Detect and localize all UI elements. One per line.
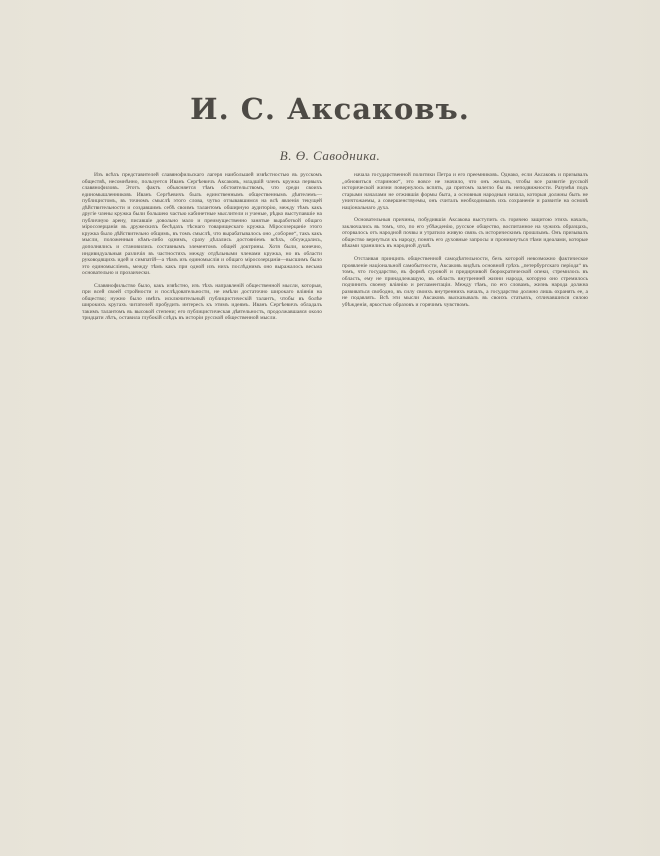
paragraph: Изъ всѣхъ представителей славянофильскаго лагеря наибольшей извѣстностью въ русскомъ обществѣ, несомнѣнно, пользуется Иванъ Сергѣевичъ Аксаковъ, младшій членъ кружка первыхъ славянофиловъ. Этотъ фактъ объясняется тѣмъ обстоятельствомъ, что среди своихъ единомышленниковъ Иванъ Сергѣевичъ былъ единственнымъ общественнымъ дѣятелемъ—публицистомъ, въ точномъ смыслѣ этого слова, чутко отзывавшимся на всѣ явленія текущей дѣйствительности и создавшимъ себѣ своимъ талантомъ обширную аудиторію, между тѣмъ какъ другіе члены кружка были большею частью кабинетные мыслители и ученые, рѣдко выступавшіе на публичную арену, писавшіе довольно мало и преимущественно занятые выработкой общаго міросозерцанія въ дружескихъ бесѣдахъ тѣснаго товарищескаго кружка. Міросозерцаніе этого кружка было дѣйствительно общимъ, въ томъ смыслѣ, что вырабатывалось оно „соборне“, такъ какъ мысли, положенныя кѣмъ-либо однимъ, сразу дѣлались достояніемъ всѣхъ, обсуждались, дополнялись и становились составнымъ элементомъ общей доктрины. Хотя были, конечно, индивидуальныя различія въ частностяхъ между отдѣльными членами кружка, но въ области руководящихъ идей и симпатій—а тѣмъ изъ единомыслія и общаго міросозерцанія—высшимъ было это единомысліемъ, между тѣмъ какъ при одной изъ нихъ послѣднимъ оно выражалось весьма основательно и прозаически. [82,172,322,277]
article-header [0,92,660,164]
paragraph: начала государственной политики Петра и его преемниковъ. Однако, если Аксаковъ и призывалъ „обновиться стариною“, это вовсе не значило, что онъ желалъ, чтобы все развитіе русской исторической жизни повернулось вспять, да притомъ залегло бы въ неподвижности. Разумѣя подъ старыми началами не отжившія формы быта, а основныя народныя начала, которыя должны быть не уничтожаемы, а совершенствуемы, онъ считалъ необходимымъ ихъ сохраненіе и развитіе на основѣ національнаго духа. [342,172,588,211]
article-title: И. С. Аксаковъ. [190,92,470,126]
paragraph: Основательныя причины, побудившія Аксакова выступить съ горячею защитою этихъ началъ, заключались въ томъ, что, по его убѣжденію, русское общество, воспитанное на чужихъ образцахъ, оторвалось отъ народной почвы и утратило живую связь съ историческимъ прошлымъ. Онъ призывалъ общество вернуться къ народу, понять его духовные запросы и проникнуться тѣми идеалами, которые вѣками хранились въ народной душѣ. [342,217,588,250]
article-author: В. Ө. Саводника. [279,148,381,163]
right-column [342,172,588,308]
paragraph: Отстаивая принципъ общественной самодѣятельности, безъ которой невозможно фактическое проявленіе національной самобытности, Аксаковъ видѣлъ основной грѣхъ „петербургскаго періода“ въ томъ, что государство, въ формѣ суровой и придирчивой бюрократической опеки, стремилось въ область, ему не принадлежащую, въ область внутренней жизни народа, которую оно стремилось подчинить своему вліянію и регламентаціи. Между тѣмъ, по его словамъ, жизнь народа должна развиваться свободно, въ силу своихъ внутреннихъ началъ, а государство должно лишь охранять ее, а не подавлять. Всѣ эти мысли Аксаковъ высказывалъ въ своихъ статьяхъ, отличавшихся силою убѣжденія, яркостью образовъ и горячимъ чувствомъ. [342,256,588,308]
left-column [82,172,322,322]
paragraph: Славянофильство было, какъ извѣстно, изъ тѣхъ направленій общественной мысли, которыя, при всей своей стройности и послѣдовательности, не имѣли достаточно широкаго вліянія на общество; нужно было имѣть исключительный публицистическій талантъ, чтобы въ болѣе широкихъ кругахъ читателей пробудить интересъ къ этимъ идеямъ. Иванъ Сергѣевичъ обладалъ такимъ талантомъ въ высокой степени; его публицистическая дѣятельность, продолжавшаяся около тридцати лѣтъ, оставила глубокій слѣдъ въ исторіи русской общественной мысли. [82,282,322,322]
